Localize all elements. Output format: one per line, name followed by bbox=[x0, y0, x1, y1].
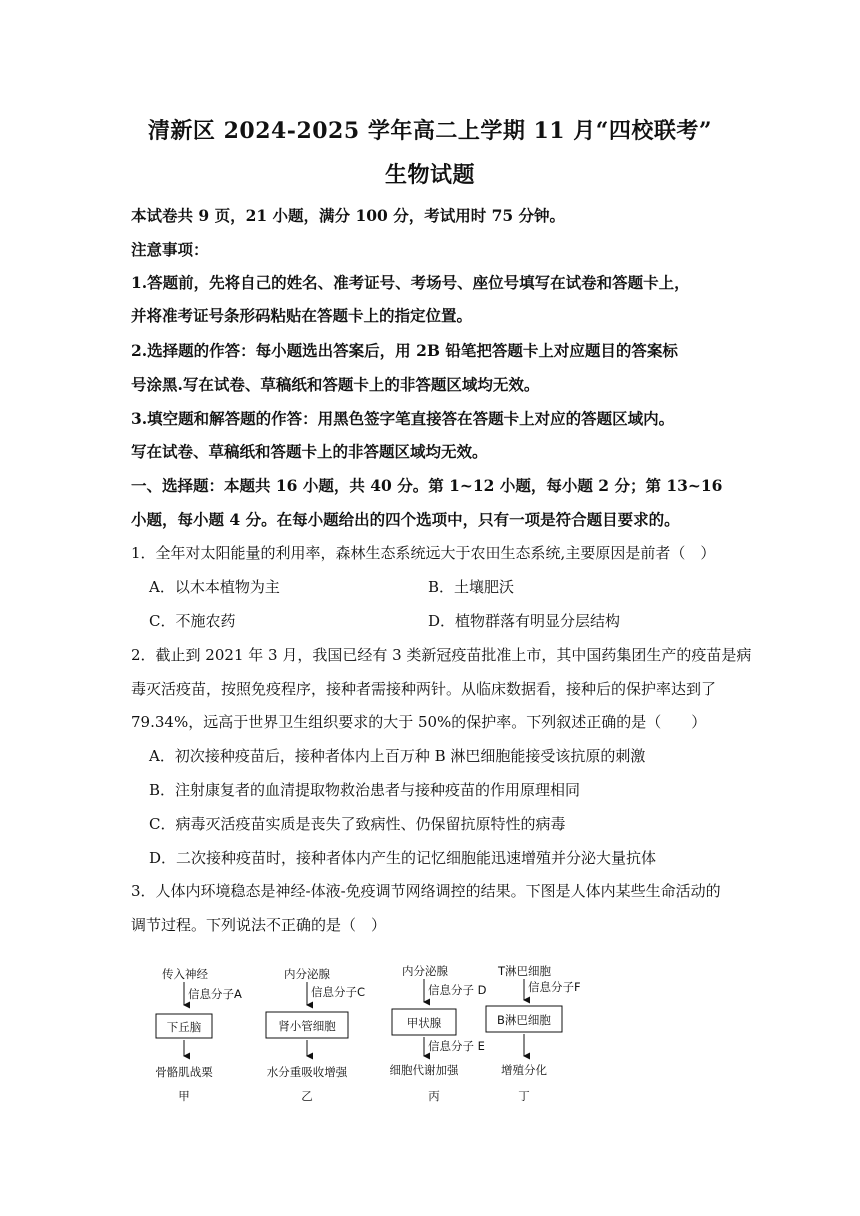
bing-box-label: 甲状腺 bbox=[406, 1016, 442, 1030]
regulation-diagram bbox=[140, 958, 600, 1108]
note-line: 号涂黑.写在试卷、草稿纸和答题卡上的非答题区域均无效。 bbox=[131, 375, 540, 394]
bing-signal2: 信息分子 E bbox=[428, 1039, 485, 1053]
ding-box-label: B淋巴细胞 bbox=[497, 1013, 551, 1027]
notice-heading: 注意事项： bbox=[131, 240, 209, 259]
bing-label: 丙 bbox=[428, 1089, 440, 1103]
yi-source: 内分泌腺 bbox=[284, 967, 330, 981]
section-heading: 一、选择题：本题共 16 小题，共 40 分。第 1~12 小题，每小题 2 分；第 13~16 bbox=[131, 476, 723, 495]
yi-box-label: 肾小管细胞 bbox=[278, 1019, 336, 1033]
q1-option-c: C．不施农药 bbox=[149, 612, 236, 630]
bing-source: 内分泌腺 bbox=[402, 964, 448, 978]
jia-signal: 信息分子A bbox=[188, 987, 242, 1001]
q1-option-b: B．土壤肥沃 bbox=[428, 578, 515, 596]
note-line: 3.填空题和解答题的作答：用黑色签字笔直接答在答题卡上对应的答题区域内。 bbox=[131, 409, 675, 428]
yi-result: 水分重吸收增强 bbox=[266, 1065, 348, 1079]
ding-label: 丁 bbox=[518, 1089, 530, 1103]
q2-option-c: C．病毒灭活疫苗实质是丧失了致病性、仍保留抗原特性的病毒 bbox=[149, 815, 566, 833]
q2-option-b: B．注射康复者的血清提取物救治患者与接种疫苗的作用原理相同 bbox=[149, 781, 581, 799]
jia-label: 甲 bbox=[178, 1089, 190, 1103]
q2-option-a: A．初次接种疫苗后，接种者体内上百万种 B 淋巴细胞能接受该抗原的刺激 bbox=[149, 747, 646, 765]
q2-option-d: D．二次接种疫苗时，接种者体内产生的记忆细胞能迅速增殖并分泌大量抗体 bbox=[149, 849, 657, 867]
diagram-jia bbox=[155, 967, 242, 1103]
ding-result: 增殖分化 bbox=[501, 1063, 547, 1077]
ding-source: T淋巴细胞 bbox=[498, 964, 552, 978]
jia-result: 骨骼肌战栗 bbox=[155, 1065, 213, 1079]
question-3-stem: 3．人体内环境稳态是神经-体液-免疫调节网络调控的结果。下图是人体内某些生命活动的 bbox=[131, 882, 721, 900]
diagram-yi bbox=[266, 967, 365, 1103]
exam-subtitle: 生物试题 bbox=[384, 162, 475, 188]
note-line: 写在试卷、草稿纸和答题卡上的非答题区域均无效。 bbox=[131, 442, 488, 461]
q1-option-d: D．植物群落有明显分层结构 bbox=[428, 612, 621, 630]
exam-title: 清新区 2024-2025 学年高二上学期 11 月“四校联考” bbox=[147, 118, 713, 144]
bing-result: 细胞代谢加强 bbox=[389, 1063, 459, 1077]
yi-label: 乙 bbox=[301, 1089, 313, 1103]
jia-box-label: 下丘脑 bbox=[166, 1020, 202, 1034]
question-2-stem: 毒灭活疫苗，按照免疫程序，接种者需接种两针。从临床数据看，接种后的保护率达到了 bbox=[131, 680, 717, 698]
question-2-stem: 2．截止到 2021 年 3 月，我国已经有 3 类新冠疫苗批准上市，其中国药集团生产的疫苗是病 bbox=[131, 646, 752, 664]
section-heading: 小题，每小题 4 分。在每小题给出的四个选项中，只有一项是符合题目要求的。 bbox=[131, 510, 680, 529]
question-2-stem: 79.34%，远高于世界卫生组织要求的大于 50%的保护率。下列叙述正确的是（ ） bbox=[131, 713, 707, 731]
exam-summary: 本试卷共 9 页，21 小题，满分 100 分，考试用时 75 分钟。 bbox=[131, 206, 566, 225]
bing-signal: 信息分子 D bbox=[428, 983, 487, 997]
note-line: 1.答题前，先将自己的姓名、准考证号、考场号、座位号填写在试卷和答题卡上， bbox=[131, 273, 690, 292]
question-3-stem: 调节过程。下列说法不正确的是（ ） bbox=[131, 916, 387, 934]
ding-signal: 信息分子F bbox=[528, 980, 581, 994]
diagram-bing bbox=[390, 964, 487, 1103]
note-line: 2.选择题的作答：每小题选出答案后，用 2B 铅笔把答题卡上对应题目的答案标 bbox=[131, 341, 678, 360]
note-line: 并将准考证号条形码粘贴在答题卡上的指定位置。 bbox=[131, 306, 473, 325]
question-1-stem: 1．全年对太阳能量的利用率，森林生态系统远大于农田生态系统,主要原因是前者（ ） bbox=[131, 544, 716, 562]
yi-signal: 信息分子C bbox=[311, 985, 366, 999]
diagram-ding bbox=[486, 964, 581, 1103]
jia-source: 传入神经 bbox=[162, 967, 208, 981]
q1-option-a: A．以木本植物为主 bbox=[149, 578, 280, 596]
